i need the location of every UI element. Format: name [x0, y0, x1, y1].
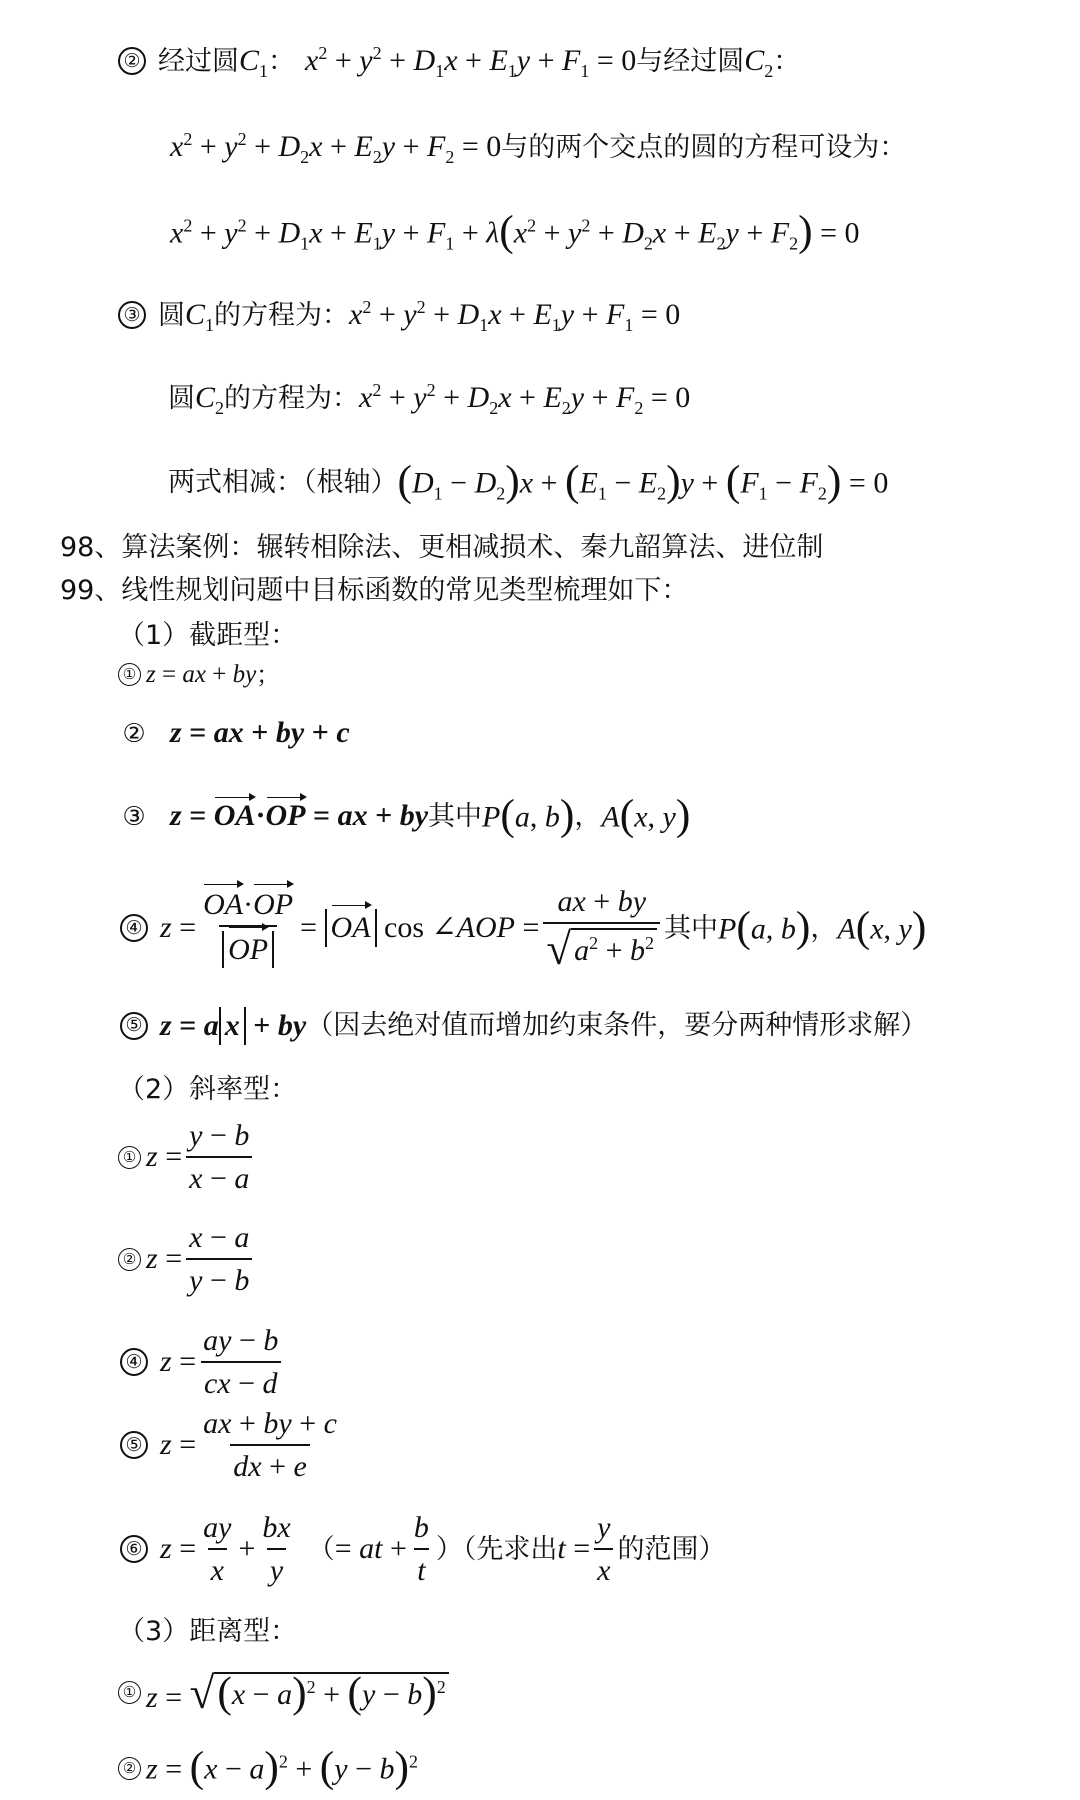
circled-number-3: ③	[118, 301, 146, 329]
heading-slope-type: （2）斜率型：	[118, 1074, 298, 1105]
comma: ，	[810, 912, 838, 944]
circled-number-1: ①	[118, 1681, 141, 1704]
formula-cos-aop: z = $\frac{OA\cdot OP}{OP}$ = OA cos ∠ AOP = ax + by √ $a^2 + b^2$	[160, 885, 664, 971]
circled-number-2: ②	[118, 1248, 141, 1271]
formula-distance-squared: $z = (x - a)^2 + (y - b)^2$	[146, 1743, 419, 1791]
label-subtract-radical-axis: 两式相减：（根轴）	[168, 466, 398, 498]
note-abs-value-constraint: （因去绝对值而增加约束条件，要分两种情形求解）	[306, 1010, 928, 1042]
text-intersection-circle: 与的两个交点的圆的方程可设为：	[501, 131, 907, 163]
circled-number-4: ④	[120, 914, 148, 942]
text-where: 其中	[664, 912, 719, 944]
formula-z-ax-by: z = ax + by	[146, 661, 257, 688]
heading-distance-type: （3）距离型：	[118, 1616, 298, 1647]
formula-slope-6: z = $\frac{ay}{x}$ + $\frac{bx}{y}$	[160, 1511, 291, 1587]
text-where: 其中	[428, 800, 483, 832]
item-2-circle-pencil-line2	[170, 129, 907, 167]
item-2-circle-pencil-line3	[170, 207, 860, 255]
slope-item-5	[120, 1405, 344, 1485]
label-equation-is: 的方程为：	[214, 299, 350, 331]
label-and-through-circle: 与经过圆	[636, 45, 745, 77]
item-3-radical-axis	[168, 457, 889, 505]
colon: ：	[773, 45, 801, 77]
formula-c2-equation: $x^2 + y^2 + D_2x + E_2y + F_2 = 0$	[359, 380, 691, 418]
formula-distance-sqrt: z = √ $(x - a)^2 + (y - b)^2$	[146, 1672, 449, 1713]
item-3-circle-c2: 圆 $C_2$ 的方程为： $x^2 + y^2 + D_2x + E_2y + F_2 = 0$	[168, 380, 691, 418]
circled-number-2: ②	[122, 718, 146, 748]
heading-intercept-type: （1）截距型：	[118, 620, 298, 651]
circled-number-1: ①	[118, 1146, 141, 1169]
item-3-circle-c1: ③ 圆 $C_1$ 的方程为： $x^2 + y^2 + D_1x + E_1y + F_1 = 0$	[118, 300, 680, 330]
slope-item-4	[120, 1322, 285, 1402]
intercept-item-5	[120, 1007, 927, 1045]
circled-number-2: ②	[118, 1757, 141, 1780]
label-equation-is: 的方程为：	[224, 382, 360, 414]
item-99-linear-programming: 99、线性规划问题中目标函数的常见类型梳理如下：	[60, 575, 689, 606]
slope-item-1	[118, 1117, 256, 1197]
intercept-item-1: ① z = ax + by ；	[118, 662, 280, 687]
circled-number-4: ④	[120, 1348, 148, 1376]
circled-number-5: ⑤	[120, 1431, 148, 1459]
formula-c2: $C_2$	[744, 44, 774, 81]
slope-item-2	[118, 1219, 256, 1299]
circled-number-2: ②	[118, 47, 146, 75]
distance-item-2	[118, 1743, 419, 1791]
label-circle: 圆	[158, 299, 185, 331]
circled-number-1: ①	[118, 663, 141, 686]
formula-slope-5: z = $\frac{ax + by + c}{dx + e}$	[160, 1407, 337, 1483]
intercept-item-2	[120, 718, 350, 748]
formula-points-p-a: P(a, b)	[482, 791, 575, 839]
formula-circle-c1-eq: $x^2 + y^2 + D_1x + E_1y + F_1 = 0$	[305, 43, 637, 81]
label-through-circle: 经过圆	[158, 45, 239, 77]
circled-number-3: ③	[122, 801, 146, 832]
formula-circle-pencil: $x^2 + y^2 + D_1x + E_1y + F_1 + \lambda(x^2 + y^2 + D_2x + E_2y + F_2) = 0$	[170, 207, 860, 255]
note-first-find-t: ）（先求出	[435, 1533, 558, 1565]
circled-number-5: ⑤	[120, 1012, 148, 1040]
formula-slope-1: z = $\frac{y - b}{x - a}$	[146, 1119, 256, 1195]
formula-slope-2: z = $\frac{x - a}{y - b}$	[146, 1221, 256, 1297]
item-98-algorithms: 98、算法案例：辗转相除法、更相减损术、秦九韶算法、进位制	[60, 532, 824, 563]
distance-item-1	[118, 1667, 449, 1718]
formula-z-ax-by-c: z = ax + by + c	[170, 716, 350, 749]
circled-number-6: ⑥	[120, 1535, 148, 1563]
intercept-item-3: ③ z = OA·OP = ax + by 其中 P(a, b) ， A(x, y)	[120, 800, 690, 832]
paren-open: （	[307, 1533, 335, 1565]
formula-c1-equation: $x^2 + y^2 + D_1x + E_1y + F_1 = 0$	[349, 297, 681, 335]
formula-c1: $C_1$	[239, 44, 269, 81]
formula-radical-axis: $(D_1 - D_2)x + (E_1 - E_2)y + (F_1 - F_2) = 0$	[397, 457, 889, 505]
note-range: 的范围）	[617, 1533, 726, 1565]
formula-abs-x: z = a x + by	[160, 1007, 306, 1045]
label-circle: 圆	[168, 382, 195, 414]
formula-dot-product: z = OA·OP = ax + by	[170, 799, 429, 833]
slope-item-6: ⑥ z = $\frac{ay}{x}$ + $\frac{bx}{y}$ （ = at + $\frac{b}{t}$ ）（先求出 t = $\frac{y}{x}$ 的范围）	[120, 1507, 725, 1591]
item-2-circle-pencil-line1: ② 经过圆 $C_1$ ： $x^2 + y^2 + D_1x + E_1y + F_1 = 0$ 与经过圆 $C_2$ ：	[118, 46, 800, 76]
formula-slope-4: z = $\frac{ay - b}{cx - d}$	[160, 1324, 285, 1400]
comma: ，	[574, 800, 602, 832]
intercept-item-4: ④ z = $\frac{OA\cdot OP}{OP}$ = OA cos ∠ AOP = ax + by √ $a^2 + b^2$ 其中 P(a, b) ， A(x, y)	[120, 878, 926, 978]
formula-circle-c2-eq: $x^2 + y^2 + D_2x + E_2y + F_2 = 0$	[170, 129, 502, 167]
